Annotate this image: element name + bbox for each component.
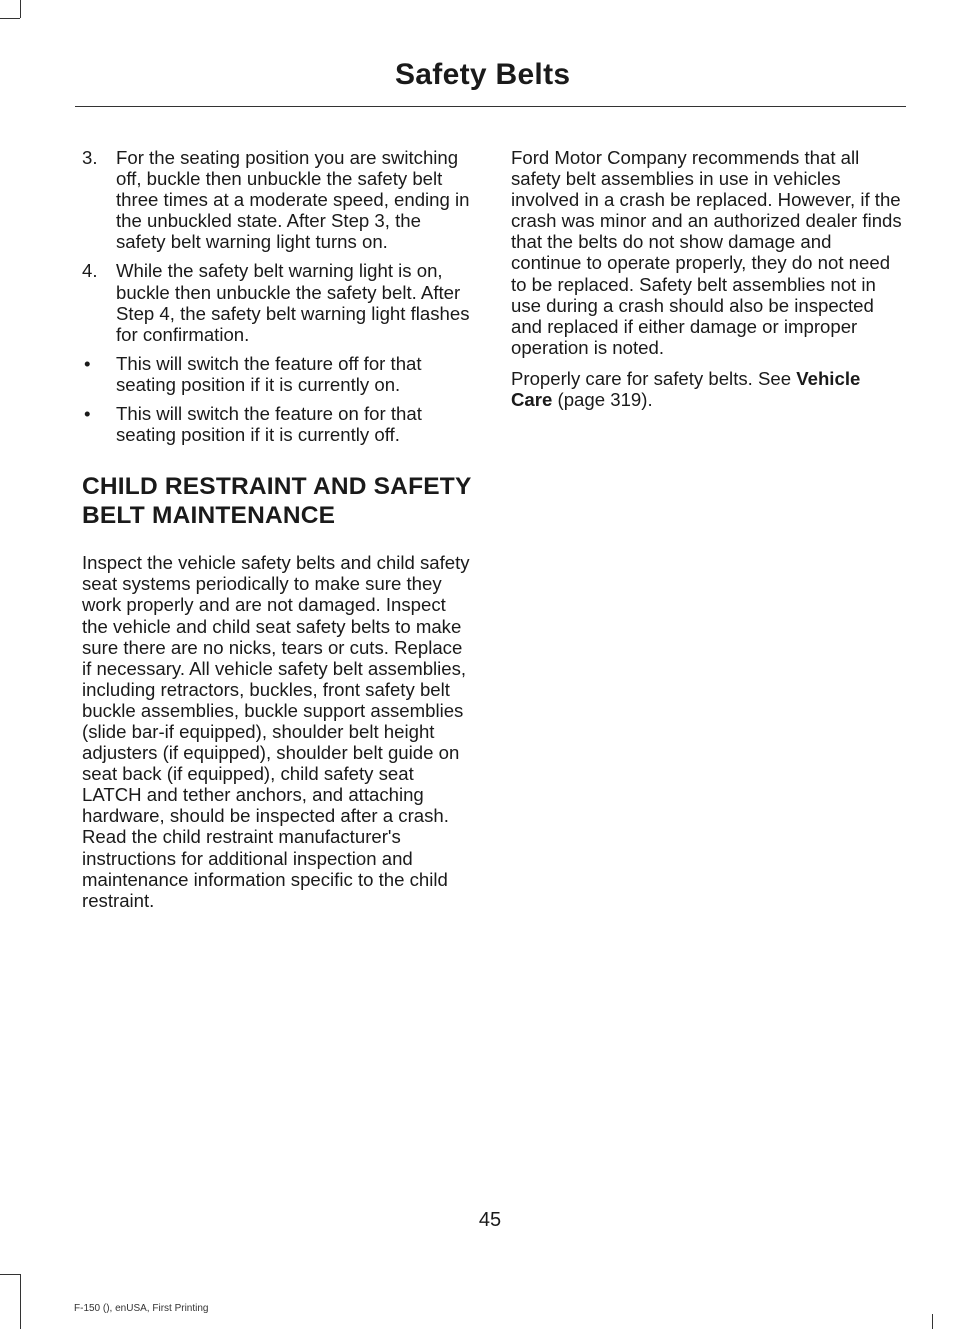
list-item bbox=[82, 147, 472, 252]
bullet-marker: • bbox=[84, 403, 91, 425]
page-title bbox=[395, 58, 570, 92]
care-suffix: (page 319). bbox=[552, 389, 653, 411]
vehicle-care-link[interactable]: Vehicle Care bbox=[511, 367, 861, 411]
care-prefix: Properly care for safety belts. See bbox=[511, 367, 797, 389]
list-item bbox=[82, 353, 472, 395]
crop-mark-bottom-right bbox=[932, 1314, 933, 1329]
list-marker: 3. bbox=[82, 147, 98, 168]
list-item bbox=[82, 403, 472, 445]
list-item-text: This will switch the feature on for that seating position if it is currently off. bbox=[116, 403, 422, 446]
list-item-text: This will switch the feature off for that seating position if it is currently on. bbox=[116, 352, 422, 395]
list-marker: 4. bbox=[82, 260, 98, 282]
maintenance-paragraph: Inspect the vehicle safety belts and child safety seat systems periodically to make sure they work properly and are not damaged. Inspect the vehicle and child seat safety belts to make sure there are no nicks, tears or cuts. Replace if necessary. All vehicle safety belt assemblies, including retractors, buckles, front safety belt buckle assemblies, buckle support assemblies (slide bar-if equipped), shoulder belt height adjusters (if equipped), shoulder belt guide on seat back (if equipped), child safety seat LATCH and tether anchors, and attaching hardware, should be inspected after a crash. Read the child restraint manufacturer's instructions for additional inspection and maintenance information specific to the child restraint. bbox=[82, 552, 470, 911]
section-heading: CHILD RESTRAINT AND SAFETY BELT MAINTENANCE bbox=[82, 473, 472, 530]
list-item-text: For the seating position you are switching off, buckle then unbuckle the safety belt three times at a moderate speed, ending in the unbuckled state. After Step 3, the safety belt warning light turns on. bbox=[116, 147, 470, 253]
page-title-text: Safety Belts bbox=[395, 58, 571, 91]
crop-mark-top-left bbox=[20, 0, 21, 18]
page-number: 45 bbox=[478, 1209, 502, 1231]
crop-mark-bottom-left-h bbox=[0, 1274, 20, 1275]
replacement-paragraph: Ford Motor Company recommends that all safety belt assemblies in use in vehicles involved in a crash be replaced. However, if the crash was minor and an authorized dealer finds that the belts do not show damage and continue to operate properly, they do not need to be replaced. Safety belt assemblies not in use during a crash should also be inspected and replaced if either damage or improper operation is noted. bbox=[511, 147, 902, 358]
list-item-text: While the safety belt warning light is on, buckle then unbuckle the safety belt. After Step 4, the safety belt warning light flashes for confirmation. bbox=[116, 260, 470, 345]
title-divider bbox=[75, 106, 906, 107]
left-column bbox=[82, 147, 472, 921]
care-reference bbox=[511, 368, 903, 410]
crop-mark-bottom-left bbox=[20, 1274, 21, 1329]
crop-mark-top-left-h bbox=[0, 18, 20, 19]
bullet-marker: • bbox=[84, 352, 91, 374]
list-item bbox=[82, 260, 472, 344]
print-info: F-150 (), enUSA, First Printing bbox=[74, 1303, 209, 1314]
right-column bbox=[511, 147, 903, 420]
